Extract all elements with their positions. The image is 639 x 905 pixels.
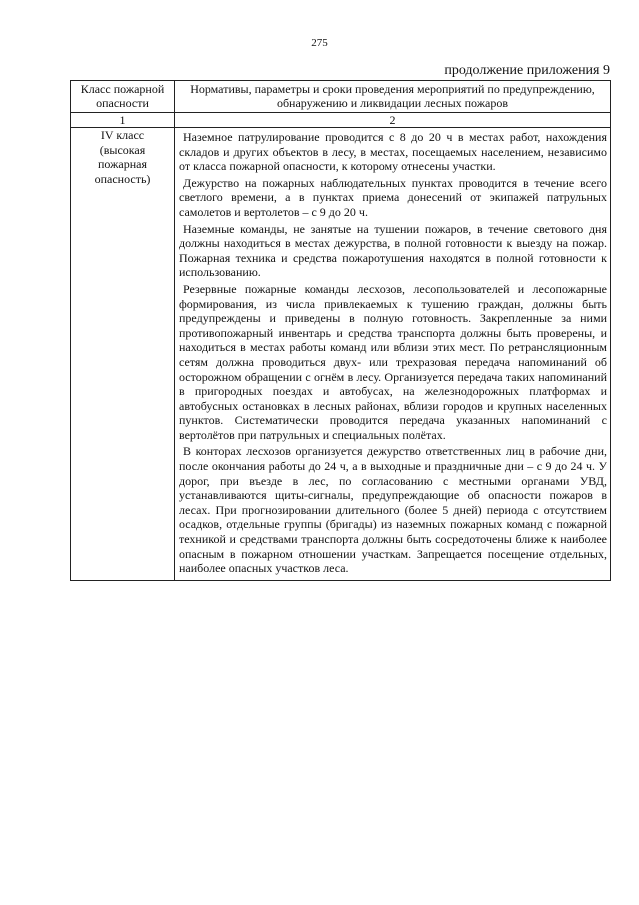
header-norms: Нормативы, параметры и сроки проведения мероприятий по предупреждению, обнаружению и ликвидации лесных пожаров <box>175 81 611 113</box>
header-fire-class: Класс пожарной опасности <box>71 81 175 113</box>
table-row <box>71 128 611 581</box>
column-number-row <box>71 113 611 128</box>
norms-paragraph-office-duty: В конторах лесхозов организуется дежурство ответственных лиц в рабочие дни, после окончания работы до 24 ч, а в выходные и праздничные дни – с 9 до 24 ч. У дорог, при въезде в лес, по согласованию с местными органами УВД, устанавливаются щиты-сигналы, предупреждающие об опасности пожаров в лесах. При прогнозировании длительного (более 5 дней) периода с отсутствием осадков, отдельные группы (бригады) из наземных пожарных команд с пожарной техникой и средствами транспорта должны быть сосредоточены ближе к наиболее опасным в пожарном отношении участкам. Запрещается посещение отдельных, наиболее опасных участков леса. <box>179 444 607 576</box>
page-number: 275 <box>311 37 328 49</box>
column-number-1: 1 <box>71 113 175 128</box>
norms-paragraph-watch-duty: Дежурство на пожарных наблюдательных пунктах проводится в течение всего светлого времени, а в пунктах приема донесений от экипажей патрульных самолетов и вертолетов – с 9 до 20 ч. <box>179 175 607 219</box>
fire-class-line: опасность) <box>94 171 151 186</box>
norms-paragraph-reserve-teams: Резервные пожарные команды лесхозов, лесопользователей и лесопожарные формирования, из числа привлекаемых к тушению граждан, должны быть предупреждены и приведены в полную готовность. Закрепленные за ними противопожарный инвентарь и средства транспорта должны быть проверены, и находиться в местах работы команд или вблизи этих мест. По ретрансляционным сетям должна проводиться двух- или трехразовая передача напоминаний об осторожном обращении с огнём в лесу. Организуется передача таких напоминаний в пригородных поездах и автобусах, на железнодорожных платформах и автобусных остановках в лесных районах, вблизи городов и крупных населенных пунктов. Систематически проводится передача указанных напоминаний с вертолётов при патрульных и специальных полётах. <box>179 281 607 442</box>
fire-class-line: IV класс <box>100 128 145 142</box>
column-number-2: 2 <box>175 113 611 128</box>
norms-paragraph-ground-patrol: Наземное патрулирование проводится с 8 до 20 ч в местах работ, нахождения складов и других объектов в лесу, в местах, посещаемых населением, независимо от класса пожарной опасности, к которому отнесены участки. <box>179 130 607 174</box>
appendix-continuation-label: продолжение приложения 9 <box>444 63 610 78</box>
table-header-row <box>71 81 611 113</box>
fire-class-cell <box>71 128 175 581</box>
norms-text-cell <box>175 128 611 581</box>
fire-class-line: пожарная <box>97 157 147 172</box>
norms-paragraph-ground-teams: Наземные команды, не занятые на тушении пожаров, в течение светового дня должны находиться в местах дежурства, в полной готовности к выезду на пожар. Пожарная техника и средства пожаротушения находятся в полной готовности к использованию. <box>179 221 607 280</box>
fire-danger-norms-table <box>70 80 611 581</box>
fire-class-line: (высокая <box>99 142 146 157</box>
